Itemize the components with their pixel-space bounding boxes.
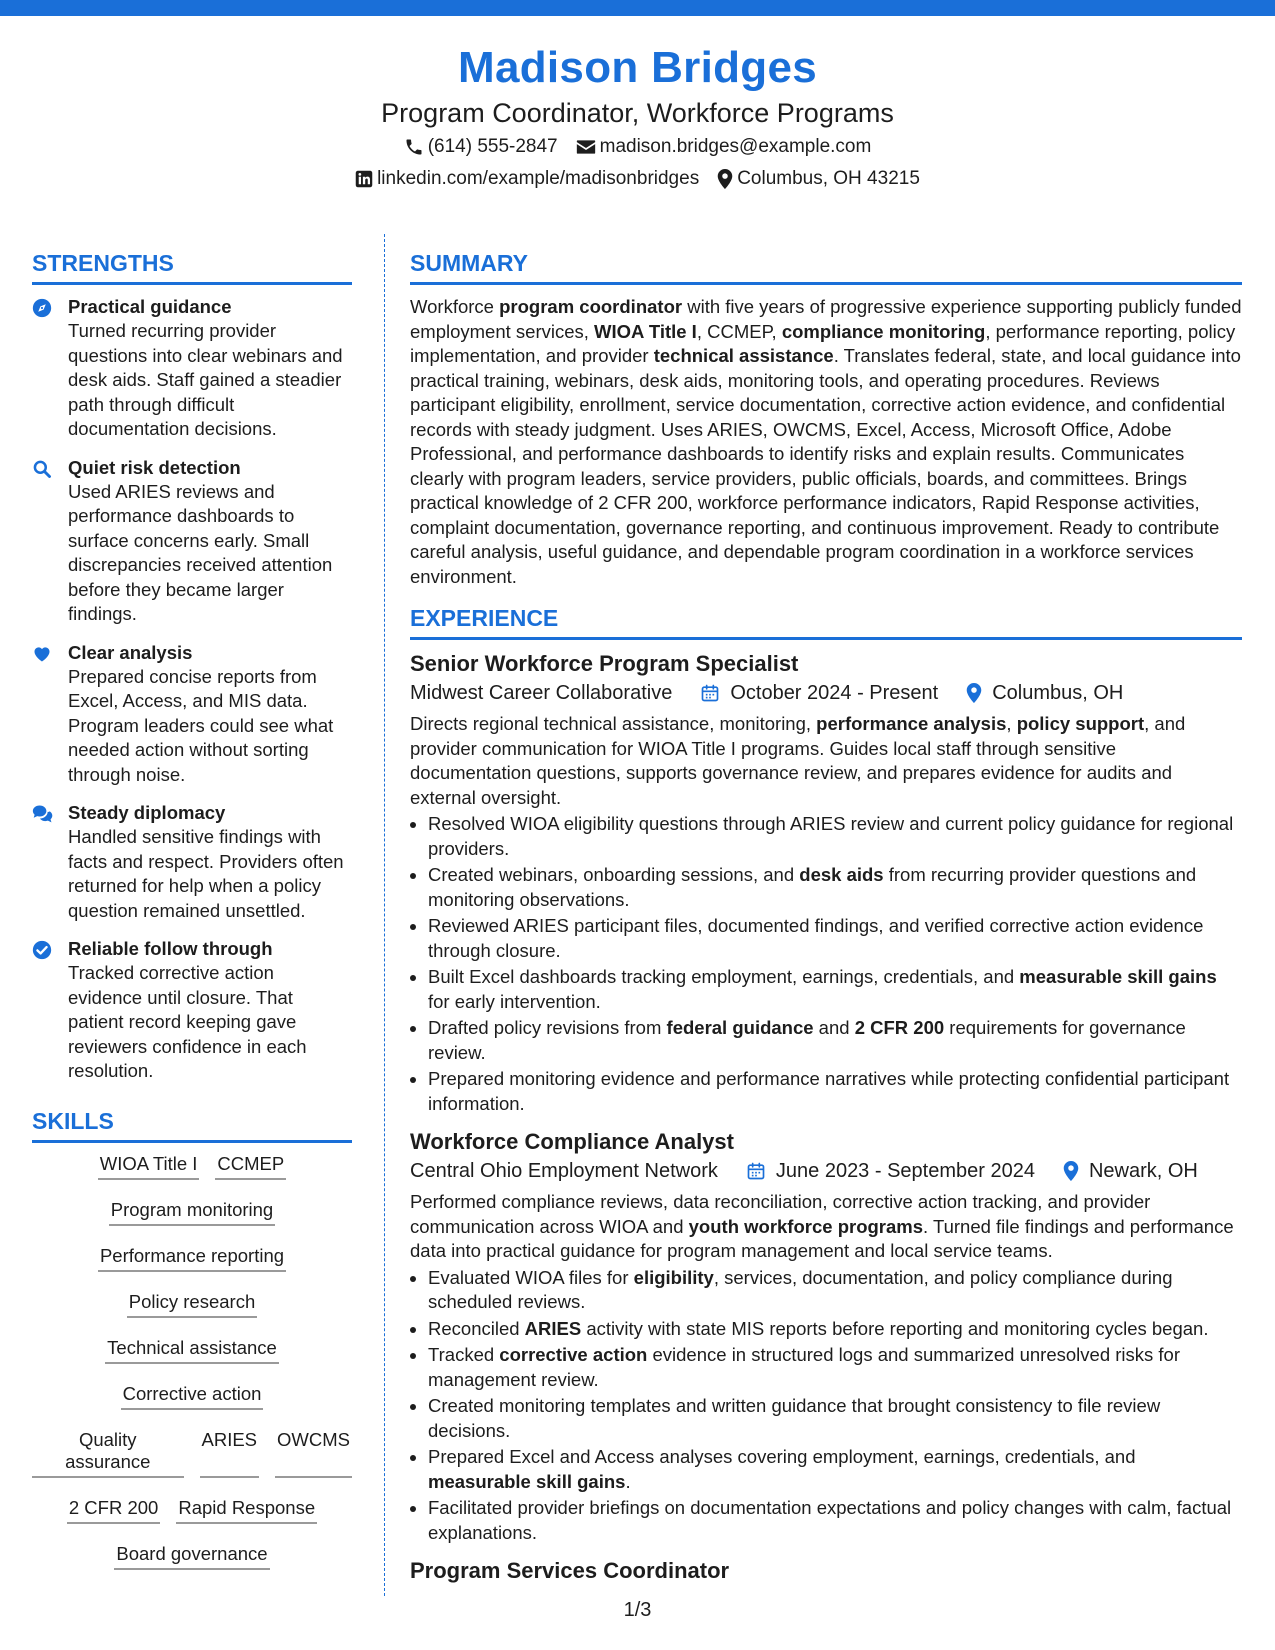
skill-tag: 2 CFR 200 <box>67 1497 160 1524</box>
skill-tag: Quality assurance <box>32 1429 184 1478</box>
job-bullet: • Evaluated WIOA files for eligibility, services, documentation, and policy compliance during scheduled reviews. <box>428 1266 1242 1315</box>
skills-list <box>32 1153 352 1570</box>
candidate-title: Program Coordinator, Workforce Programs <box>381 98 894 128</box>
left-column <box>32 248 352 1589</box>
strength-desc: Tracked corrective action evidence until closure. That patient record keeping gave reviewers confidence in each resolution. <box>68 962 307 1081</box>
job-bullet: • Resolved WIOA eligibility questions through ARIES review and current policy guidance for regional providers. <box>428 812 1242 861</box>
skill-row <box>32 1497 352 1524</box>
skill-row <box>32 1245 352 1272</box>
strength-item <box>32 295 352 442</box>
strength-desc: Handled sensitive findings with facts and respect. Providers often returned for help when a policy question remained unsettled. <box>68 826 344 921</box>
skill-tag: ARIES <box>200 1429 260 1478</box>
top-accent-bar <box>0 0 1275 16</box>
linkedin-icon <box>355 170 373 188</box>
strength-item <box>32 641 352 788</box>
job-title: Senior Workforce Program Specialist <box>410 651 799 676</box>
skill-row <box>32 1199 352 1226</box>
skills-heading: SKILLS <box>32 1106 352 1143</box>
strength-desc: Used ARIES reviews and performance dashboards to surface concerns early. Small discrepancies received attention before they became larger findings. <box>68 480 333 624</box>
job-bullet: • Facilitated provider briefings on documentation expectations and policy changes with calm, factual explanations. <box>428 1496 1242 1545</box>
right-column <box>410 248 1242 1585</box>
job-bullet: • Prepared monitoring evidence and performance narratives while protecting confidential participant information. <box>428 1067 1242 1116</box>
strengths-heading: STRENGTHS <box>32 248 352 285</box>
strength-title: Clear analysis <box>68 641 193 663</box>
map-pin-icon <box>1063 1161 1079 1181</box>
skill-row <box>32 1543 352 1570</box>
job-bullet: • Reconciled ARIES activity with state MIS reports before reporting and monitoring cycles began. <box>428 1317 1242 1342</box>
skill-tag: CCMEP <box>215 1153 286 1180</box>
strength-desc: Prepared concise reports from Excel, Access, and MIS data. Program leaders could see what needed action without sorting through noise. <box>68 665 334 785</box>
chat-icon <box>32 801 54 923</box>
map-pin-icon <box>717 169 733 189</box>
job-meta <box>410 678 1242 708</box>
skill-tag: OWCMS <box>275 1429 352 1478</box>
skill-row <box>32 1153 352 1180</box>
strength-title: Steady diplomacy <box>68 802 226 823</box>
email-item <box>576 132 872 162</box>
job-bullet: • Drafted policy revisions from federal guidance and 2 CFR 200 requirements for governance review. <box>428 1016 1242 1065</box>
job-location: Columbus, OH <box>992 682 1124 704</box>
search-icon <box>32 456 54 627</box>
skill-tag: Performance reporting <box>98 1245 286 1272</box>
compass-icon <box>32 295 54 442</box>
skill-tag: Rapid Response <box>176 1497 317 1524</box>
check-circle-icon <box>32 937 54 1084</box>
phone-item <box>404 132 558 162</box>
skill-tag: Technical assistance <box>105 1337 279 1364</box>
job-description: Directs regional technical assistance, monitoring, performance analysis, policy support, and provider communication for WIOA Title I programs. Guides local staff through sensitive documentation questions, supports governance review, and prepares evidence for audits and external oversight. <box>410 713 1186 808</box>
skill-tag: Corrective action <box>121 1383 264 1410</box>
linkedin-text[interactable]: linkedin.com/example/madisonbridges <box>377 168 700 189</box>
calendar-icon <box>700 683 720 703</box>
resume-header <box>0 40 1275 194</box>
heart-icon <box>32 641 54 788</box>
job-entry <box>410 1557 1242 1585</box>
job-bullet: • Created monitoring templates and written guidance that brought consistency to file review decisions. <box>428 1394 1242 1443</box>
job-meta <box>410 1156 1242 1186</box>
job-bullets <box>410 1266 1242 1546</box>
page-number: 1/3 <box>623 1599 652 1621</box>
strength-item <box>32 456 352 627</box>
job-location: Newark, OH <box>1088 1160 1198 1182</box>
skill-tag: WIOA Title I <box>98 1153 200 1180</box>
envelope-icon <box>576 138 596 156</box>
linkedin-item <box>355 164 699 194</box>
job-bullet: • Built Excel dashboards tracking employment, earnings, credentials, and measurable skill gains for early intervention. <box>428 965 1242 1014</box>
strength-item <box>32 801 352 923</box>
strength-item <box>32 937 352 1084</box>
job-bullet: • Reviewed ARIES participant files, documented findings, and verified corrective action evidence through closure. <box>428 914 1242 963</box>
job-entry <box>410 1128 1242 1545</box>
location-text: Columbus, OH 43215 <box>737 168 920 189</box>
skill-row <box>32 1291 352 1318</box>
experience-heading: EXPERIENCE <box>410 603 1242 640</box>
skill-row <box>32 1337 352 1364</box>
summary-text: Workforce program coordinator with five years of progressive experience supporting publicly funded employment services, WIOA Title I, CCMEP, compliance monitoring, performance reporting, policy implementation, and provider technical assistance. Translates federal, state, and local guidance into practical training, webinars, desk aids, monitoring tools, and operating procedures. Reviews participant eligibility, enrollment, service documentation, corrective action evidence, and confidential records with steady judgment. Uses ARIES, OWCMS, Excel, Access, Microsoft Office, Adobe Professional, and performance dashboards to identify risks and explain results. Communicates clearly with program leaders, service providers, public officials, boards, and committees. Brings practical knowledge of 2 CFR 200, workforce performance indicators, Rapid Response activities, complaint documentation, governance reporting, and continuous improvement. Ready to contribute careful analysis, useful guidance, and dependable program coordination in a workforce services environment. <box>410 296 1242 587</box>
location-item <box>717 164 920 194</box>
skill-tag: Board governance <box>114 1543 269 1570</box>
job-bullet: • Prepared Excel and Access analyses covering employment, earnings, credentials, and measurable skill gains. <box>428 1445 1242 1494</box>
job-entry <box>410 650 1242 1116</box>
strength-title: Practical guidance <box>68 296 232 317</box>
job-description: Performed compliance reviews, data reconciliation, corrective action tracking, and provider communication across WIOA and youth workforce programs. Turned file findings and performance data into practical guidance for program management and local service teams. <box>410 1191 1234 1261</box>
skill-row <box>32 1383 352 1410</box>
contact-row-1 <box>0 132 1275 162</box>
map-pin-icon <box>966 683 982 703</box>
strength-desc: Turned recurring provider questions into clear webinars and desk aids. Staff gained a steadier path through difficult documentation decisions. <box>68 320 343 439</box>
phone-text[interactable]: (614) 555-2847 <box>427 136 558 157</box>
skill-tag: Policy research <box>127 1291 257 1318</box>
job-dates: June 2023 - September 2024 <box>775 1160 1035 1182</box>
column-divider <box>384 234 385 1596</box>
job-dates: October 2024 - Present <box>730 682 939 704</box>
job-org: Midwest Career Collaborative <box>410 682 673 704</box>
phone-icon <box>404 137 424 157</box>
job-title: Workforce Compliance Analyst <box>410 1129 734 1154</box>
job-org: Central Ohio Employment Network <box>410 1160 718 1182</box>
summary-heading: SUMMARY <box>410 248 1242 285</box>
job-title: Program Services Coordinator <box>410 1558 730 1583</box>
contact-row-2 <box>0 164 1275 194</box>
job-bullets <box>410 812 1242 1116</box>
calendar-icon <box>746 1161 766 1181</box>
strength-title: Reliable follow through <box>68 938 273 959</box>
candidate-name: Madison Bridges <box>458 43 817 92</box>
job-bullet: • Created webinars, onboarding sessions, and desk aids from recurring provider questions and monitoring observations. <box>428 863 1242 912</box>
skill-row <box>32 1429 352 1478</box>
strength-title: Quiet risk detection <box>68 456 241 478</box>
job-bullet: • Tracked corrective action evidence in structured logs and summarized unresolved risks for management review. <box>428 1343 1242 1392</box>
email-text[interactable]: madison.bridges@example.com <box>599 136 872 157</box>
skill-tag: Program monitoring <box>109 1199 275 1226</box>
